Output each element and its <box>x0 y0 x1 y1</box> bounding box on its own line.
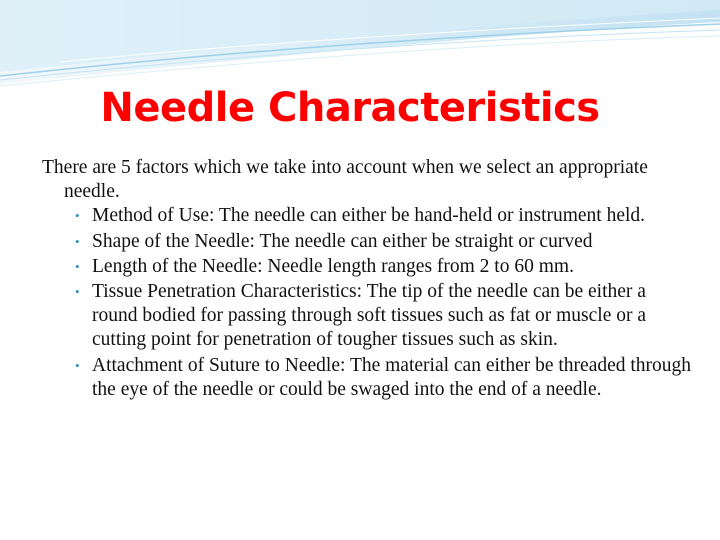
bullet-dot-icon: • <box>75 357 80 373</box>
bullet-text: Length of the Needle: Needle length ranges from 2 to 60 mm. <box>92 255 574 277</box>
bullet-text: Method of Use: The needle can either be hand-held or instrument held. <box>92 205 646 227</box>
bullet-text: Attachment of Suture to Needle: The material can either be threaded through the eye of the needle or could be swaged into the end of a needle. <box>92 354 692 400</box>
bullet-item-tissue-penetration <box>42 280 692 353</box>
bullet-item-length <box>42 255 692 279</box>
slide-title: Needle Characteristics <box>100 85 600 131</box>
slide-body <box>42 156 692 403</box>
header-wave-decoration <box>0 0 720 90</box>
bullet-text: Shape of the Needle: The needle can either be straight or curved <box>92 230 593 252</box>
bullet-text: Tissue Penetration Characteristics: The tip of the needle can be either a round bodied for passing through soft tissues such as fat or muscle or a cutting point for penetration of tougher tissues such as skin. <box>92 281 647 351</box>
intro-paragraph: There are 5 factors which we take into account when we select an appropriate needle. <box>42 157 648 203</box>
bullet-dot-icon: • <box>75 284 80 300</box>
bullet-dot-icon: • <box>75 208 80 224</box>
bullet-list <box>42 204 692 402</box>
bullet-item-suture-attachment <box>42 354 692 402</box>
bullet-item-method-of-use <box>42 204 692 228</box>
bullet-dot-icon: • <box>75 233 80 249</box>
bullet-dot-icon: • <box>75 258 80 274</box>
bullet-item-shape <box>42 230 692 254</box>
